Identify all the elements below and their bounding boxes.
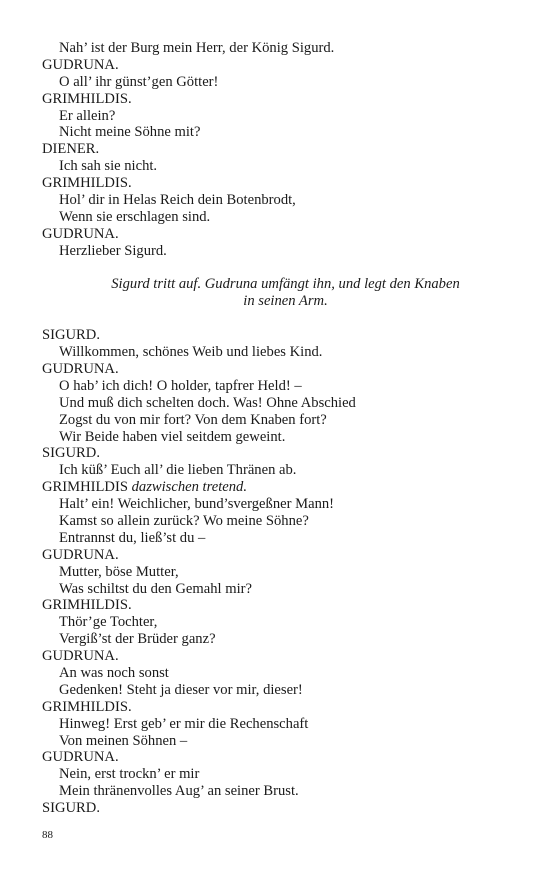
speaker-label: GRIMHILDIS. (42, 698, 132, 715)
verse-line: Willkommen, schönes Weib und liebes Kind. (59, 344, 323, 361)
verse-line: Ich sah sie nicht. (59, 158, 158, 175)
verse-line: Herzlieber Sigurd. (59, 242, 167, 259)
speaker-name (42, 226, 512, 243)
blank-line (42, 310, 512, 327)
verse-line: Ich küß’ Euch all’ die lieben Thränen ab. (59, 462, 297, 479)
verse-line: Wir Beide haben viel seitdem geweint. (59, 428, 286, 445)
blank-line (42, 260, 512, 277)
speaker-label: GRIMHILDIS. (42, 175, 132, 192)
speaker-name (42, 57, 512, 74)
verse-line: Er allein? (59, 107, 116, 124)
speaker-name (42, 91, 512, 108)
stage-direction: in seinen Arm. (243, 293, 328, 310)
play-text (42, 40, 512, 817)
speaker-name (42, 597, 512, 614)
verse-line: Thör’ge Tochter, (59, 614, 158, 631)
speaker-label: GUDRUNA. (42, 225, 119, 242)
speaker-name (42, 749, 512, 766)
speaker-name (42, 175, 512, 192)
speaker-name (42, 327, 512, 344)
verse-line: O hab’ ich dich! O holder, tapfrer Held! – (59, 377, 302, 394)
verse-line: Nein, erst trockn’ er mir (59, 766, 200, 783)
speaker-label: GUDRUNA. (42, 648, 119, 665)
verse-line: Hol’ dir in Helas Reich dein Botenbrodt, (59, 192, 296, 209)
verse-line: Wenn sie erschlagen sind. (59, 208, 211, 225)
verse-line: An was noch sonst (59, 664, 169, 681)
speaker-name (42, 361, 512, 378)
verse-line: Vergiß’st der Brüder ganz? (59, 631, 216, 648)
speaker-name (42, 141, 512, 158)
stage-direction-inline: dazwischen tretend. (131, 479, 247, 496)
verse-line: Kamst so allein zurück? Wo meine Söhne? (59, 512, 309, 529)
speaker-name (42, 547, 512, 564)
speaker-name (42, 479, 512, 496)
verse-line: Von meinen Söhnen – (59, 732, 188, 749)
speaker-label: GUDRUNA. (42, 546, 119, 563)
speaker-name (42, 648, 512, 665)
speaker-label: GRIMHILDIS (42, 479, 128, 496)
speaker-label: GRIMHILDIS. (42, 90, 132, 107)
verse-line: Gedenken! Steht ja dieser vor mir, dieser! (59, 681, 303, 698)
verse-line: Was schiltst du den Gemahl mir? (59, 580, 252, 597)
speaker-name (42, 445, 512, 462)
speaker-label: GRIMHILDIS. (42, 597, 132, 614)
stage-direction: Sigurd tritt auf. Gudruna umfängt ihn, und legt den Knaben (111, 276, 460, 293)
speaker-label: SIGURD. (42, 327, 100, 344)
verse-line: Und muß dich schelten doch. Was! Ohne Abschied (59, 394, 356, 411)
speaker-label: DIENER. (42, 141, 100, 158)
speaker-name (42, 800, 512, 817)
page-number: 88 (42, 829, 53, 841)
speaker-name (42, 699, 512, 716)
speaker-label: SIGURD. (42, 445, 100, 462)
verse-line: Mein thränenvolles Aug’ an seiner Brust. (59, 783, 299, 800)
verse-line: Halt’ ein! Weichlicher, bund’svergeßner Mann! (59, 496, 335, 513)
verse-line: Hinweg! Erst geb’ er mir die Rechenschaft (59, 715, 309, 732)
verse-line: O all’ ihr günst’gen Götter! (59, 73, 219, 90)
speaker-label: GUDRUNA. (42, 56, 119, 73)
speaker-label: SIGURD. (42, 800, 100, 817)
speaker-label: GUDRUNA. (42, 360, 119, 377)
verse-line: Entrannst du, ließ’st du – (59, 529, 206, 546)
verse-line: Nicht meine Söhne mit? (59, 124, 201, 141)
verse-line: Mutter, böse Mutter, (59, 563, 179, 580)
speaker-label: GUDRUNA. (42, 749, 119, 766)
verse-line: Zogst du von mir fort? Von dem Knaben fort? (59, 411, 327, 428)
verse-line: Nah’ ist der Burg mein Herr, der König Sigurd. (59, 40, 335, 56)
